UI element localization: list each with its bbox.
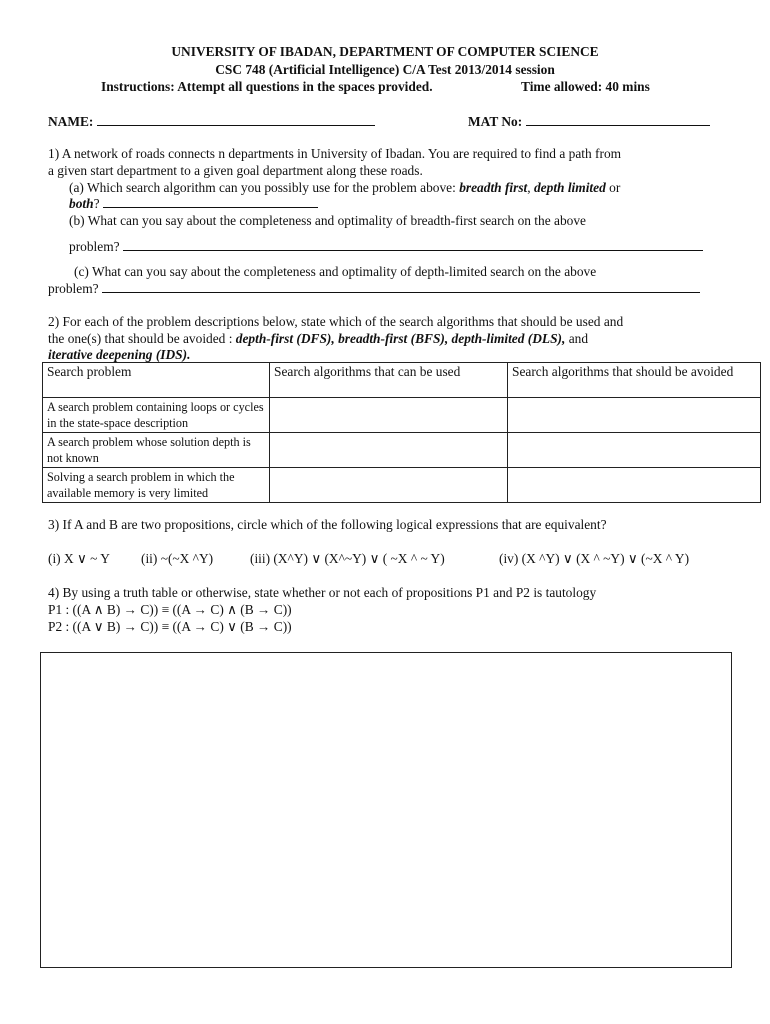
q1b-blank[interactable]: [123, 239, 703, 251]
table-header-row: [43, 363, 761, 398]
q1c-line2: problem?: [48, 281, 700, 297]
time-allowed: Time allowed: 40 mins: [521, 79, 650, 94]
answer-cell[interactable]: [270, 433, 508, 468]
q1a-blank[interactable]: [103, 196, 318, 208]
q4-p1: P1 : ((A ∧ B) → C)) ≡ ((A → C) ∧ (B → C)): [48, 602, 292, 617]
q3-option-3[interactable]: (iii) (X^Y) ∨ (X^~Y) ∨ ( ~X ^ ~ Y): [250, 551, 445, 566]
answer-cell[interactable]: [508, 468, 761, 503]
mat-field: [468, 114, 710, 130]
q1c-line1: (c) What can you say about the completeness and optimality of depth-limited search on the above: [74, 264, 597, 279]
q1b-line2: problem?: [69, 239, 703, 255]
q1c-blank[interactable]: [102, 281, 700, 293]
q1-line2: a given start department to a given goal department along these roads.: [48, 163, 423, 178]
q1a-line2: both?: [69, 196, 318, 212]
table-row: [43, 433, 761, 468]
table-row: [43, 468, 761, 503]
table-header: Search problem: [43, 363, 270, 398]
table-cell: Solving a search problem in which the available memory is very limited: [43, 468, 270, 503]
q3-option-1[interactable]: (i) X ∨ ~ Y: [48, 551, 110, 566]
q3-option-2[interactable]: (ii) ~(~X ^Y): [141, 551, 214, 566]
q4-p2: P2 : ((A ∨ B) → C)) ≡ ((A → C) ∨ (B → C)): [48, 619, 292, 634]
name-blank[interactable]: [97, 114, 375, 126]
mat-blank[interactable]: [526, 114, 710, 126]
name-label: NAME:: [48, 114, 94, 129]
name-field: [48, 114, 375, 130]
answer-cell[interactable]: [270, 468, 508, 503]
table-header: Search algorithms that should be avoided: [508, 363, 761, 398]
q2-line3: iterative deepening (IDS).: [48, 347, 191, 362]
answer-cell[interactable]: [508, 433, 761, 468]
table-cell: A search problem containing loops or cycles in the state-space description: [43, 398, 270, 433]
q2-line2: the one(s) that should be avoided : depth-first (DFS), breadth-first (BFS), depth-limited (DLS), and: [48, 331, 589, 346]
q3-option-4[interactable]: (iv) (X ^Y) ∨ (X ^ ~Y) ∨ (~X ^ Y): [499, 551, 690, 566]
university-title: UNIVERSITY OF IBADAN, DEPARTMENT OF COMPUTER SCIENCE: [171, 44, 599, 59]
q3-text: 3) If A and B are two propositions, circle which of the following logical expressions that are equivalent?: [48, 517, 607, 532]
search-table: [42, 362, 761, 503]
q4-text: 4) By using a truth table or otherwise, state whether or not each of propositions P1 and P2 is tautology: [48, 585, 597, 600]
mat-label: MAT No:: [468, 114, 523, 129]
q1b-line1: (b) What can you say about the completeness and optimality of breadth-first search on the above: [69, 213, 586, 228]
table-header: Search algorithms that can be used: [270, 363, 508, 398]
table-cell: A search problem whose solution depth is not known: [43, 433, 270, 468]
q1-line1: 1) A network of roads connects n departments in University of Ibadan. You are required to find a path from: [48, 146, 622, 161]
course-title: CSC 748 (Artificial Intelligence) C/A Test 2013/2014 session: [215, 62, 555, 77]
answer-cell[interactable]: [270, 398, 508, 433]
answer-box[interactable]: [40, 652, 732, 968]
q1a-line1: (a) Which search algorithm can you possibly use for the problem above: breadth first, depth limited or: [69, 180, 621, 195]
answer-cell[interactable]: [508, 398, 761, 433]
q2-line1: 2) For each of the problem descriptions below, state which of the search algorithms that should be used and: [48, 314, 624, 329]
table-row: [43, 398, 761, 433]
instructions: Instructions: Attempt all questions in the spaces provided.: [101, 79, 433, 94]
